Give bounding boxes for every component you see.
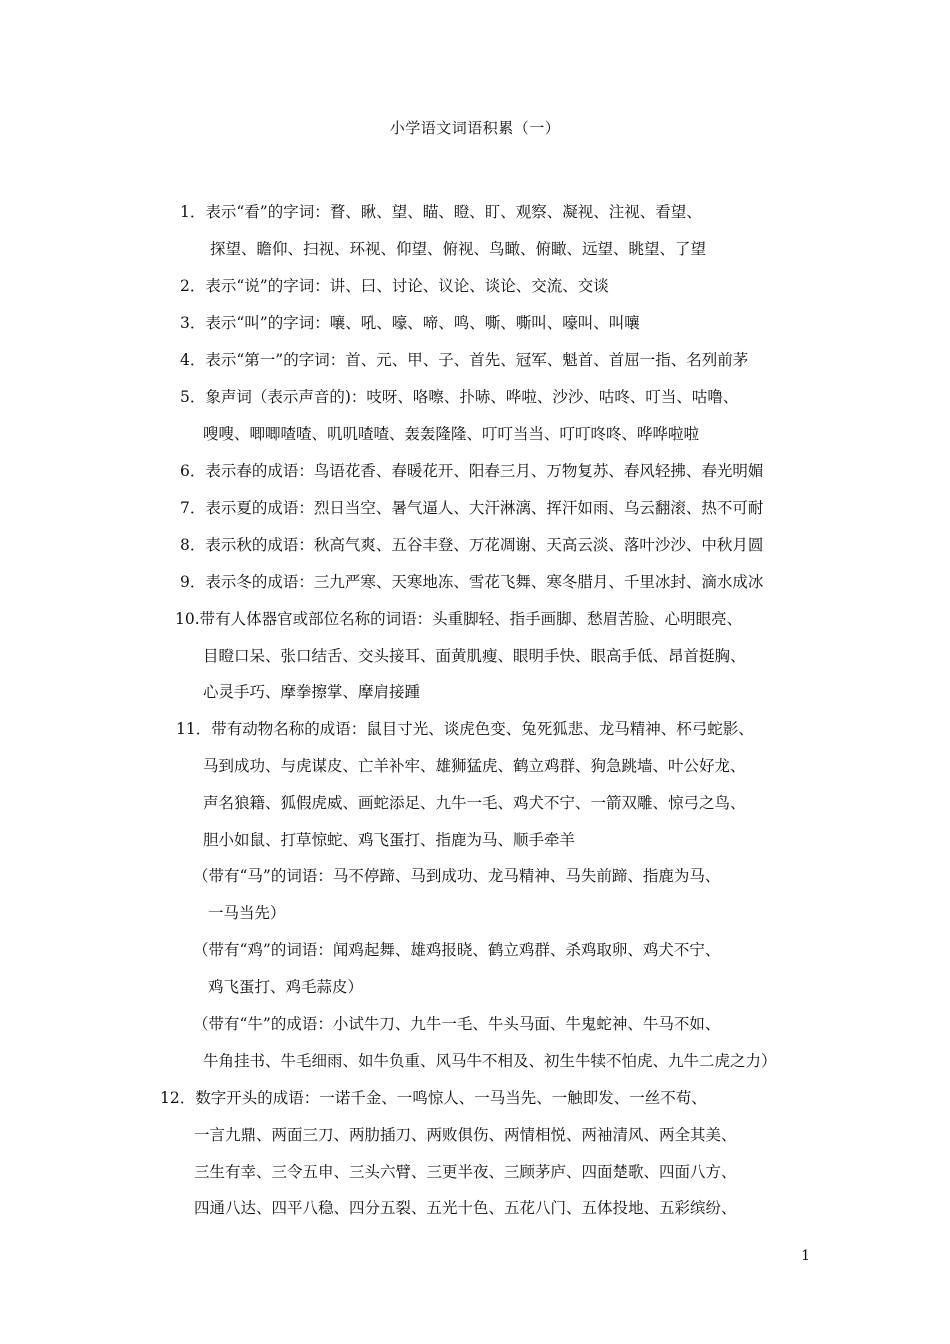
text-line: 胆小如鼠、打草惊蛇、鸡飞蛋打、指鹿为马、顺手牵羊 [203,831,576,849]
page-number: 1 [801,1248,810,1264]
text-line: 心灵手巧、摩拳擦掌、摩肩接踵 [203,683,421,701]
text-line: 12．数字开头的成语：一诺千金、一鸣惊人、一马当先、一触即发、一丝不苟、 [160,1089,707,1107]
text-line: （带有“马”的词语：马不停蹄、马到成功、龙马精神、马失前蹄、指鹿为马、 [193,867,721,885]
text-line: 6．表示春的成语：鸟语花香、春暖花开、阳春三月、万物复苏、春风轻拂、春光明媚 [180,462,764,480]
text-line: 一马当先） [208,904,286,922]
text-line: 声名狼籍、狐假虎威、画蛇添足、九牛一毛、鸡犬不宁、一箭双雕、惊弓之鸟、 [203,794,746,812]
text-line: 3．表示“叫”的字词：嚷、吼、嚎、啼、鸣、嘶、嘶叫、嚎叫、叫嚷 [180,314,640,332]
text-line: 马到成功、与虎谋皮、亡羊补牢、雄狮猛虎、鹤立鸡群、狗急跳墙、叶公好龙、 [203,757,746,775]
text-line: 4．表示“第一”的字词：首、元、甲、子、首先、冠军、魁首、首屈一指、名列前茅 [180,351,749,369]
text-line: 三生有幸、三令五申、三头六臂、三更半夜、三顾茅庐、四面楚歌、四面八方、 [194,1163,737,1181]
text-line: 2．表示“说”的字词：讲、曰、讨论、议论、谈论、交流、交谈 [180,277,609,295]
text-line: 牛角挂书、牛毛细雨、如牛负重、风马牛不相及、初生牛犊不怕虎、九牛二虎之力） [203,1052,777,1070]
text-line: 7．表示夏的成语：烈日当空、暑气逼人、大汗淋漓、挥汗如雨、乌云翻滚、热不可耐 [180,499,764,517]
text-line: 探望、瞻仰、扫视、环视、仰望、俯视、鸟瞰、俯瞰、远望、眺望、了望 [210,240,707,258]
text-line: 目瞪口呆、张口结舌、交头接耳、面黄肌瘦、眼明手快、眼高手低、昂首挺胸、 [203,647,746,665]
text-line: 11．带有动物名称的成语：鼠目寸光、谈虎色变、兔死狐悲、龙马精神、杯弓蛇影、 [176,720,754,738]
text-line: 鸡飞蛋打、鸡毛蒜皮） [208,978,364,996]
text-line: 四通八达、四平八稳、四分五裂、五光十色、五花八门、五体投地、五彩缤纷、 [194,1199,737,1217]
text-line: 一言九鼎、两面三刀、两肋插刀、两败俱伤、两情相悦、两袖清风、两全其美、 [194,1126,737,1144]
text-line: 5．象声词（表示声音的)：吱呀、咯嚓、扑哧、哗啦、沙沙、咕咚、叮当、咕噜、 [180,388,739,406]
text-line: （带有“鸡”的词语：闻鸡起舞、雄鸡报晓、鹤立鸡群、杀鸡取卵、鸡犬不宁、 [193,941,721,959]
page-title: 小学语文词语积累（一） [389,119,561,137]
text-line: （带有“牛”的成语：小试牛刀、九牛一毛、牛头马面、牛鬼蛇神、牛马不如、 [193,1015,721,1033]
text-line: 10.带有人体器官或部位名称的词语：头重脚轻、指手画脚、愁眉苦脸、心明眼亮、 [175,610,743,628]
text-line: 8．表示秋的成语：秋高气爽、五谷丰登、万花凋谢、天高云淡、落叶沙沙、中秋月圆 [180,536,764,554]
text-line: 1．表示“看”的字词：瞀、瞅、望、瞄、瞪、盯、观察、凝视、注视、看望、 [180,203,702,221]
text-line: 9．表示冬的成语：三九严寒、天寒地冻、雪花飞舞、寒冬腊月、千里冰封、滴水成冰 [180,573,764,591]
text-line: 嗖嗖、唧唧喳喳、叽叽喳喳、轰轰隆隆、叮叮当当、叮叮咚咚、哗哗啦啦 [203,425,700,443]
